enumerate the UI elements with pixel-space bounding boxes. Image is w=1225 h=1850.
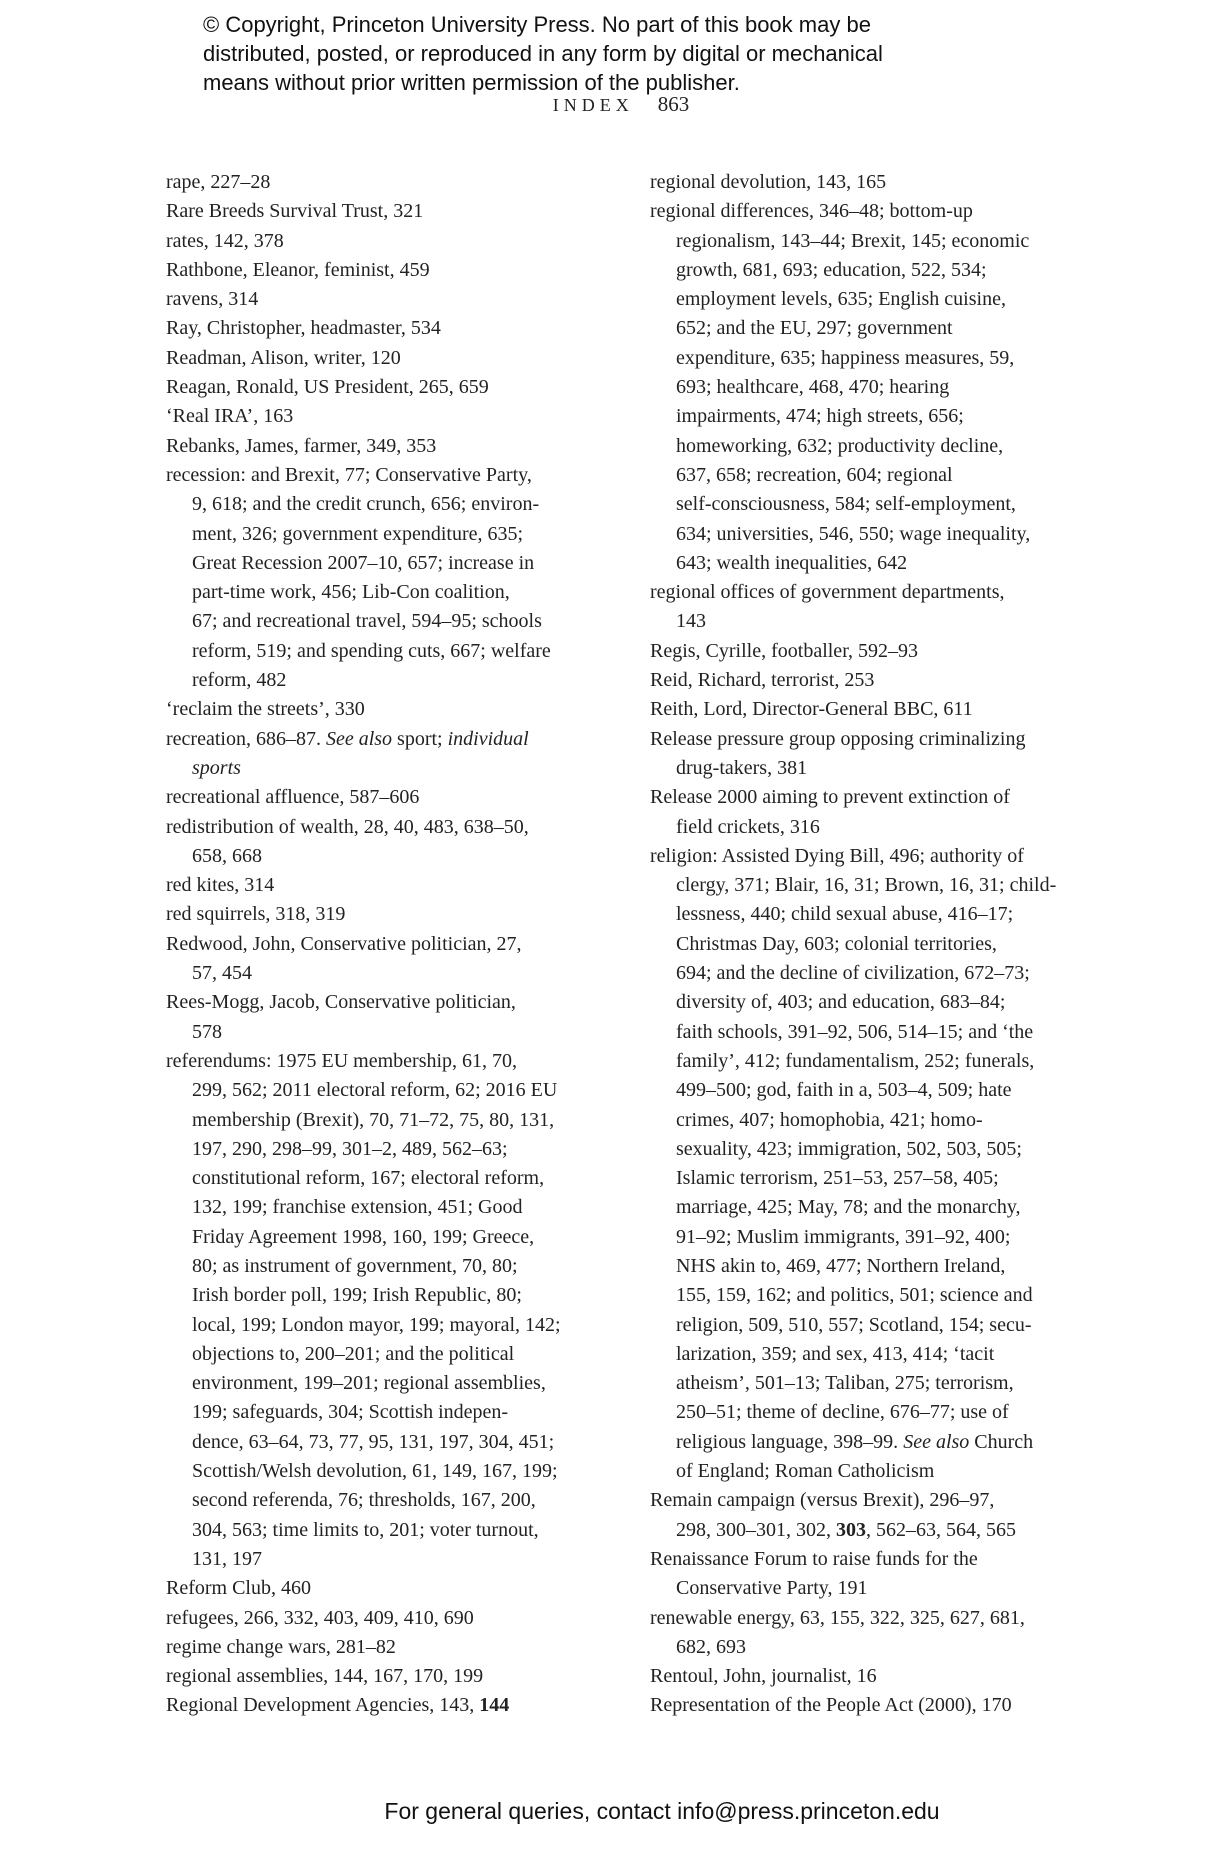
index-line: sexuality, 423; immigration, 502, 503, 505; xyxy=(676,1137,1022,1160)
italic-text: individual xyxy=(447,727,529,750)
index-heading: INDEX xyxy=(552,95,634,115)
index-entry xyxy=(166,1691,601,1720)
plain-text: , 562–63, 564, 565 xyxy=(866,1518,1016,1541)
index-line: dence, 63–64, 73, 77, 95, 131, 197, 304, 451; xyxy=(192,1430,555,1453)
index-line: recreational affluence, 587–606 xyxy=(166,786,420,809)
index-line: growth, 681, 693; education, 522, 534; xyxy=(676,258,987,281)
index-entry xyxy=(166,900,601,929)
index-line: 643; wealth inequalities, 642 xyxy=(676,551,908,574)
index-line: Readman, Alison, writer, 120 xyxy=(166,346,401,369)
index-entry xyxy=(166,168,601,197)
index-line xyxy=(166,754,601,783)
index-line: regionalism, 143–44; Brexit, 145; economic xyxy=(676,229,1030,252)
plain-text: Church xyxy=(969,1430,1034,1453)
plain-text: Regional Development Agencies, 143, xyxy=(166,1694,480,1717)
index-line: Renaissance Forum to raise funds for the xyxy=(650,1547,978,1570)
index-line: 80; as instrument of government, 70, 80; xyxy=(192,1254,518,1277)
index-entry xyxy=(166,344,601,373)
index-line: recession: and Brexit, 77; Conservative Party, xyxy=(166,463,532,486)
index-entry xyxy=(166,314,601,343)
index-line: faith schools, 391–92, 506, 514–15; and ‘the xyxy=(676,1020,1034,1043)
index-line: local, 199; London mayor, 199; mayoral, 142; xyxy=(192,1313,561,1336)
index-entry xyxy=(166,988,601,1047)
index-line: rates, 142, 378 xyxy=(166,229,284,252)
index-line: 693; healthcare, 468, 470; hearing xyxy=(676,376,950,399)
index-column-left xyxy=(166,168,601,1721)
index-line: ‘reclaim the streets’, 330 xyxy=(166,698,365,721)
index-entry xyxy=(650,842,1085,1487)
index-line: 250–51; theme of decline, 676–77; use of xyxy=(676,1401,1009,1424)
index-line: part-time work, 456; Lib-Con coalition, xyxy=(192,581,510,604)
index-line: Reagan, Ronald, US President, 265, 659 xyxy=(166,376,489,399)
index-line: objections to, 200–201; and the political xyxy=(192,1342,515,1365)
plain-text: religious language, 398–99. xyxy=(676,1430,904,1453)
index-line: environment, 199–201; regional assemblies, xyxy=(192,1372,546,1395)
index-line: homeworking, 632; productivity decline, xyxy=(676,434,1004,457)
index-line: Release 2000 aiming to prevent extinction of xyxy=(650,786,1010,809)
index-line: 132, 199; franchise extension, 451; Good xyxy=(192,1196,523,1219)
index-line: Irish border poll, 199; Irish Republic, 80; xyxy=(192,1284,522,1307)
footer-queries: For general queries, contact info@press.princeton.edu xyxy=(384,1798,940,1824)
index-line: NHS akin to, 469, 477; Northern Ireland, xyxy=(676,1254,1006,1277)
index-line: regime change wars, 281–82 xyxy=(166,1635,396,1658)
index-line: 299, 562; 2011 electoral reform, 62; 2016 EU xyxy=(192,1079,558,1102)
plain-text: recreation, 686–87. xyxy=(166,727,326,750)
index-entry xyxy=(166,1633,601,1662)
index-line: Rare Breeds Survival Trust, 321 xyxy=(166,200,424,223)
index-line: regional offices of government departments, xyxy=(650,581,1005,604)
index-entry xyxy=(166,432,601,461)
index-line: of England; Roman Catholicism xyxy=(676,1460,935,1483)
index-entry xyxy=(166,725,601,784)
copyright-notice-line-3: means without prior written permission of the publisher. xyxy=(203,70,740,95)
index-entry xyxy=(166,227,601,256)
index-line: membership (Brexit), 70, 71–72, 75, 80, 131, xyxy=(192,1108,555,1131)
bold-page-ref: 144 xyxy=(479,1694,510,1717)
index-entry xyxy=(650,1691,1085,1720)
index-line: referendums: 1975 EU membership, 61, 70, xyxy=(166,1049,518,1072)
index-line: renewable energy, 63, 155, 322, 325, 627, 681, xyxy=(650,1606,1025,1629)
index-entry xyxy=(166,695,601,724)
index-line: ‘Real IRA’, 163 xyxy=(166,405,294,428)
index-line: regional devolution, 143, 165 xyxy=(650,171,887,193)
index-line: marriage, 425; May, 78; and the monarchy, xyxy=(676,1196,1021,1219)
index-entry xyxy=(166,813,601,872)
index-line: Rentoul, John, journalist, 16 xyxy=(650,1665,877,1688)
index-line: red kites, 314 xyxy=(166,874,275,897)
index-line: constitutional reform, 167; electoral reform, xyxy=(192,1167,545,1190)
index-line: drug-takers, 381 xyxy=(676,756,808,779)
index-line: Islamic terrorism, 251–53, 257–58, 405; xyxy=(676,1167,999,1190)
index-line: 199; safeguards, 304; Scottish indepen- xyxy=(192,1401,509,1424)
index-entry xyxy=(650,1604,1085,1663)
plain-text: 298, 300–301, 302, xyxy=(676,1518,836,1541)
index-entry xyxy=(166,256,601,285)
index-entry xyxy=(166,402,601,431)
index-entry xyxy=(166,461,601,695)
index-line xyxy=(166,725,601,754)
page-header xyxy=(167,92,1075,117)
index-entry xyxy=(650,578,1085,637)
index-line: 155, 159, 162; and politics, 501; science and xyxy=(676,1284,1033,1307)
index-line: Christmas Day, 603; colonial territories, xyxy=(676,932,997,955)
index-line: field crickets, 316 xyxy=(676,815,820,838)
plain-text: sport; xyxy=(392,727,448,750)
index-line: regional assemblies, 144, 167, 170, 199 xyxy=(166,1665,484,1688)
index-entry xyxy=(166,285,601,314)
index-line: 143 xyxy=(676,610,706,633)
index-line: Conservative Party, 191 xyxy=(676,1577,868,1600)
index-line: Great Recession 2007–10, 657; increase in xyxy=(192,551,535,574)
index-column-right xyxy=(650,168,1085,1721)
index-line: 652; and the EU, 297; government xyxy=(676,317,953,340)
index-line: 91–92; Muslim immigrants, 391–92, 400; xyxy=(676,1225,1011,1248)
index-entry xyxy=(650,637,1085,666)
index-line: Redwood, John, Conservative politician, 27, xyxy=(166,932,522,955)
index-line: Representation of the People Act (2000), 170 xyxy=(650,1694,1012,1717)
index-line xyxy=(166,1691,601,1720)
index-line: 67; and recreational travel, 594–95; schools xyxy=(192,610,542,633)
index-line: family’, 412; fundamentalism, 252; funerals, xyxy=(676,1049,1035,1072)
index-line: Rathbone, Eleanor, feminist, 459 xyxy=(166,258,430,281)
italic-text: See also xyxy=(325,727,393,750)
index-entry xyxy=(166,783,601,812)
index-line: lessness, 440; child sexual abuse, 416–17; xyxy=(676,903,1014,926)
index-line xyxy=(650,1428,1085,1457)
index-entry xyxy=(650,695,1085,724)
index-line: Reith, Lord, Director-General BBC, 611 xyxy=(650,698,973,721)
index-line: larization, 359; and sex, 413, 414; ‘tacit xyxy=(676,1342,995,1365)
index-entry xyxy=(650,725,1085,784)
index-line: Regis, Cyrille, footballer, 592–93 xyxy=(650,639,919,662)
index-line: 131, 197 xyxy=(192,1547,262,1570)
index-line: 304, 563; time limits to, 201; voter turnout, xyxy=(192,1518,539,1541)
index-line: Reform Club, 460 xyxy=(166,1577,311,1600)
index-entry xyxy=(166,1047,601,1574)
copyright-notice-line-2: distributed, posted, or reproduced in any form by digital or mechanical xyxy=(203,41,883,66)
index-line: 637, 658; recreation, 604; regional xyxy=(676,463,953,486)
index-line: 197, 290, 298–99, 301–2, 489, 562–63; xyxy=(192,1137,508,1160)
index-line: 57, 454 xyxy=(192,962,252,985)
index-line: employment levels, 635; English cuisine, xyxy=(676,288,1006,311)
index-entry xyxy=(650,1545,1085,1604)
index-line: self-consciousness, 584; self-employment, xyxy=(676,493,1016,516)
index-line: Remain campaign (versus Brexit), 296–97, xyxy=(650,1489,995,1512)
index-entry xyxy=(650,197,1085,578)
index-entry xyxy=(650,168,1085,197)
index-line: second referenda, 76; thresholds, 167, 200, xyxy=(192,1489,536,1512)
index-line: Release pressure group opposing criminalizing xyxy=(650,727,1026,750)
index-line: religion, 509, 510, 557; Scotland, 154; secu- xyxy=(676,1313,1032,1336)
index-line: expenditure, 635; happiness measures, 59, xyxy=(676,346,1015,369)
index-line: atheism’, 501–13; Taliban, 275; terrorism, xyxy=(676,1372,1014,1395)
page-number: 863 xyxy=(657,92,690,116)
index-line: reform, 519; and spending cuts, 667; welfare xyxy=(192,639,551,662)
index-entry xyxy=(166,1662,601,1691)
index-line: regional differences, 346–48; bottom-up xyxy=(650,200,973,223)
index-entry xyxy=(166,1604,601,1633)
index-line: redistribution of wealth, 28, 40, 483, 638–50, xyxy=(166,815,529,838)
index-line: 499–500; god, faith in a, 503–4, 509; hate xyxy=(676,1079,1012,1102)
index-line: impairments, 474; high streets, 656; xyxy=(676,405,964,428)
italic-text: See also xyxy=(903,1430,970,1453)
index-entry xyxy=(166,197,601,226)
index-line: reform, 482 xyxy=(192,669,287,692)
index-entry xyxy=(650,1486,1085,1545)
index-entry xyxy=(166,871,601,900)
index-line: Scottish/Welsh devolution, 61, 149, 167, 199; xyxy=(192,1460,558,1483)
index-line: 578 xyxy=(192,1020,222,1043)
index-line xyxy=(650,1516,1085,1545)
index-entry xyxy=(650,666,1085,695)
index-line: 694; and the decline of civilization, 672–73; xyxy=(676,962,1030,985)
index-entry xyxy=(650,1662,1085,1691)
index-line: ravens, 314 xyxy=(166,288,259,311)
index-line: red squirrels, 318, 319 xyxy=(166,903,346,926)
index-line: ment, 326; government expenditure, 635; xyxy=(192,522,524,545)
index-line: rape, 227–28 xyxy=(166,171,271,193)
index-line: diversity of, 403; and education, 683–84; xyxy=(676,991,1006,1014)
index-line: Rees-Mogg, Jacob, Conservative politician, xyxy=(166,991,516,1014)
index-line: crimes, 407; homophobia, 421; homo- xyxy=(676,1108,983,1131)
index-line: refugees, 266, 332, 403, 409, 410, 690 xyxy=(166,1606,474,1629)
copyright-notice-line-1: © Copyright, Princeton University Press. No part of this book may be xyxy=(203,12,871,37)
index-line: clergy, 371; Blair, 16, 31; Brown, 16, 31; child- xyxy=(676,874,1057,897)
index-line: Friday Agreement 1998, 160, 199; Greece, xyxy=(192,1225,535,1248)
index-line: Rebanks, James, farmer, 349, 353 xyxy=(166,434,437,457)
index-line: 634; universities, 546, 550; wage inequality, xyxy=(676,522,1031,545)
index-line: 682, 693 xyxy=(676,1635,746,1658)
italic-text: sports xyxy=(192,756,241,779)
index-line: 9, 618; and the credit crunch, 656; environ- xyxy=(192,493,540,516)
index-line: Ray, Christopher, headmaster, 534 xyxy=(166,317,441,340)
copyright-notice xyxy=(203,10,1033,97)
bold-page-ref: 303 xyxy=(836,1518,866,1541)
index-entry xyxy=(166,1574,601,1603)
index-line: Reid, Richard, terrorist, 253 xyxy=(650,669,875,692)
index-entry xyxy=(650,783,1085,842)
index-entry xyxy=(166,373,601,402)
index-line: 658, 668 xyxy=(192,844,262,867)
index-entry xyxy=(166,930,601,989)
index-line: religion: Assisted Dying Bill, 496; authority of xyxy=(650,844,1024,867)
